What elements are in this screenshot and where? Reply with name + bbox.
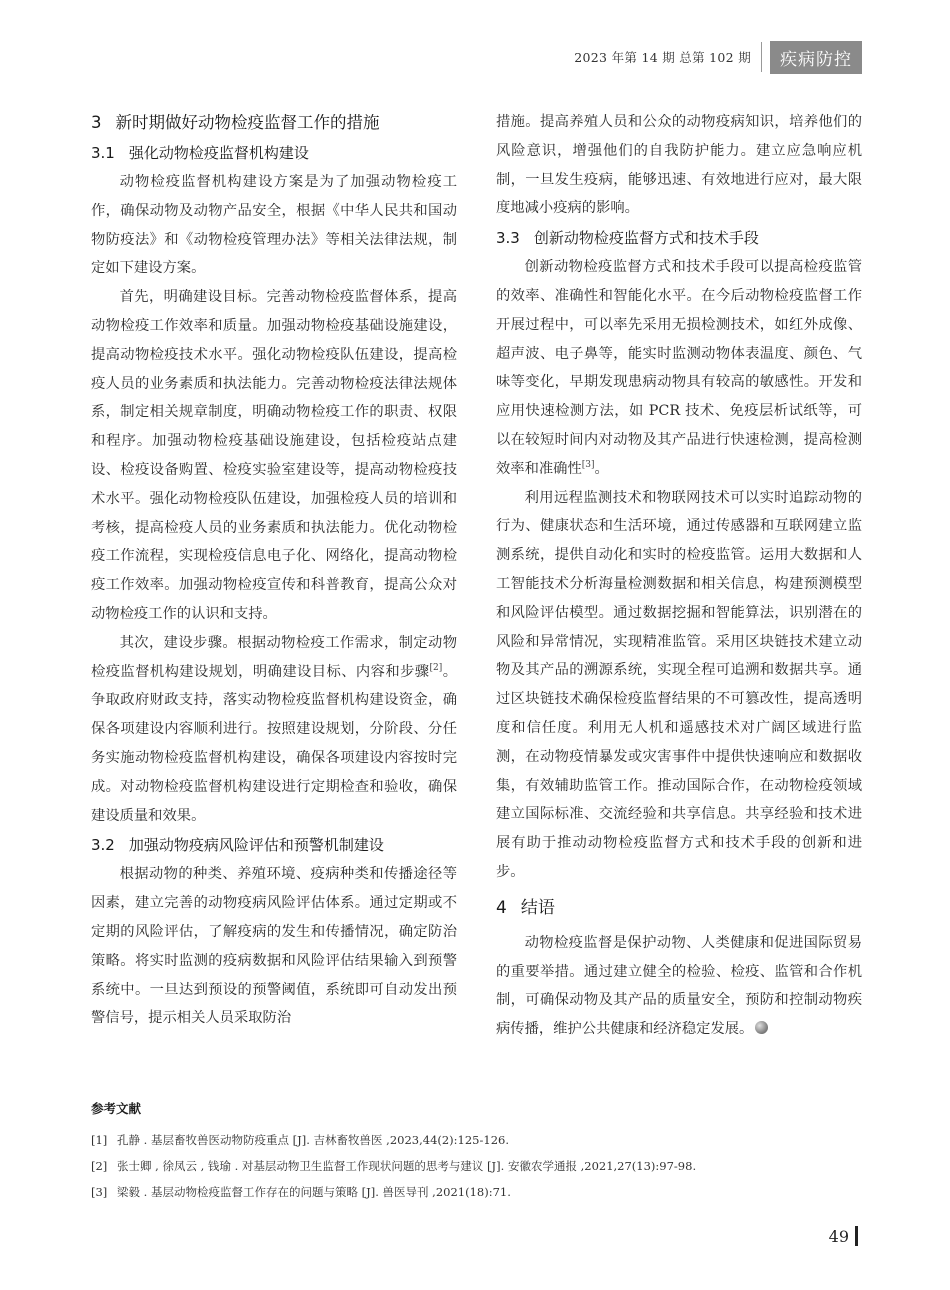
reference-item: [3] 梁毅 . 基层动物检疫监督工作存在的问题与策略 [J]. 兽医导刊 ,2021(18):71. (91, 1185, 511, 1199)
section-heading-3-3: 3.3 创新动物检疫监督方式和技术手段 (496, 229, 759, 248)
page-number: 49 (828, 1226, 849, 1246)
paragraph: 措施。提高养殖人员和公众的动物疫病知识，培养他们的风险意识，增强他们的自我防护能力。建立应急响应机制，一旦发生疫病，能够迅速、有效地进行应对，最大限度地减小疫病的影响。 (496, 114, 862, 217)
page-header (574, 40, 862, 74)
paragraph: 其次，建设步骤。根据动物检疫工作需求，制定动物检疫监督机构建设规划，明确建设目标、内容和步骤[2]。争取政府财政支持，落实动物检疫监督机构建设资金，确保各项建设内容顺利进行。按照建设规划，分阶段、分任务实施动物检疫监督机构建设，确保各项建设内容按时完成。对动物检疫监督机构建设进行定期检查和验收，确保建设质量和效果。 (91, 634, 457, 824)
paragraph: 动物检疫监督是保护动物、人类健康和促进国际贸易的重要举措。通过建立健全的检验、检疫、监管和合作机制，可确保动物及其产品的质量安全，预防和控制动物疾病传播，维护公共健康和经济稳定发展。 (496, 934, 862, 1038)
paragraph: 根据动物的种类、养殖环境、疫病种类和传播途径等因素，建立完善的动物疫病风险评估体系。通过定期或不定期的风险评估，了解疫病的发生和传播情况，确定防治策略。将实时监测的疫病数据和风险评估结果输入到预警系统中。一旦达到预设的预警阈值，系统即可自动发出预警信号，提示相关人员采取防治 (91, 866, 457, 1027)
header-divider (761, 42, 762, 72)
end-mark-icon (755, 1021, 768, 1034)
section-heading-3-1: 3.1 强化动物检疫监督机构建设 (91, 144, 309, 162)
citation-ref: [2] (429, 662, 443, 673)
references-title: 参考文献 (91, 1101, 142, 1116)
page-number-bar (855, 1226, 858, 1246)
paragraph: 首先，明确建设目标。完善动物检疫监督体系，提高动物检疫工作效率和质量。加强动物检疫基础设施建设，提高动物检疫技术水平。强化动物检疫队伍建设，提高检疫人员的业务素质和执法能力。完善动物检疫法律法规体系，制定相关规章制度，明确动物检疫工作的职责、权限和程序。加强动物检疫基础设施建设，包括检疫站点建设、检疫设备购置、检疫实验室建设等，提高动物检疫技术水平。强化动物检疫队伍建设，加强检疫人员的培训和考核，提高检疫人员的业务素质和执法能力。优化动物检疫工作流程，实现检疫信息电子化、网络化，提高动物检疫工作效率。加强动物检疫宣传和科普教育，提高公众对动物检疫工作的认识和支持。 (91, 289, 457, 622)
reference-item: [2] 张士卿 , 徐凤云 , 钱瑜 . 对基层动物卫生监督工作现状问题的思考与建议 [J]. 安徽农学通报 ,2021,27(13):97-98. (91, 1159, 697, 1173)
paragraph: 创新动物检疫监督方式和技术手段可以提高检疫监管的效率、准确性和智能化水平。在今后动物检疫监督工作开展过程中，可以率先采用无损检测技术，如红外成像、超声波、电子鼻等，能实时监测动物体表温度、颜色、气味等变化，早期发现患病动物具有较高的敏感性。开发和应用快速检测方法，如 PCR 技术、免疫层析试纸等，可以在较短时间内对动物及其产品进行快速检测，提高检测效率和准确性[3]。 (496, 259, 862, 477)
section-heading-3: 3 新时期做好动物检疫监督工作的措施 (91, 113, 380, 132)
paragraph: 动物检疫监督机构建设方案是为了加强动物检疫工作，确保动物及动物产品安全，根据《中华人民共和国动物防疫法》和《动物检疫管理办法》等相关法律法规，制定如下建设方案。 (91, 174, 457, 277)
paragraph: 利用远程监测技术和物联网技术可以实时追踪动物的行为、健康状态和生活环境，通过传感器和互联网建立监测系统，提供自动化和实时的检疫监管。运用大数据和人工智能技术分析海量检测数据和相关信息，构建预测模型和风险评估模型。通过数据挖掘和智能算法，识别潜在的风险和异常情况，实现精准监管。采用区块链技术建立动物及其产品的溯源系统，实现全程可追溯和数据共享。通过区块链技术确保检疫监督结果的不可篡改性，提高透明度和信任度。利用无人机和遥感技术对广阔区域进行监测，在动物疫情暴发或灾害事件中提供快速响应和数据收集，有效辅助监管工作。推动国际合作，在动物检疫领域建立国际标准、交流经验和共享信息。共享经验和技术进展有助于推动动物检疫监督方式和技术手段的创新和进步。 (496, 489, 862, 880)
references (91, 1099, 871, 1205)
page-footer (829, 1226, 858, 1246)
left-column (91, 108, 457, 1033)
section-heading-3-2: 3.2 加强动物疫病风险评估和预警机制建设 (91, 836, 384, 855)
citation-ref: [3] (581, 460, 595, 470)
right-column (496, 108, 862, 1044)
reference-item: [1] 孔静 . 基层畜牧兽医动物防疫重点 [J]. 吉林畜牧兽医 ,2023,44(2):125-126. (91, 1133, 509, 1147)
issue-info: 2023 年第 14 期 总第 102 期 (574, 50, 751, 65)
section-heading-4: 4 结语 (496, 897, 555, 918)
column-tag: 疾病防控 (770, 41, 862, 74)
